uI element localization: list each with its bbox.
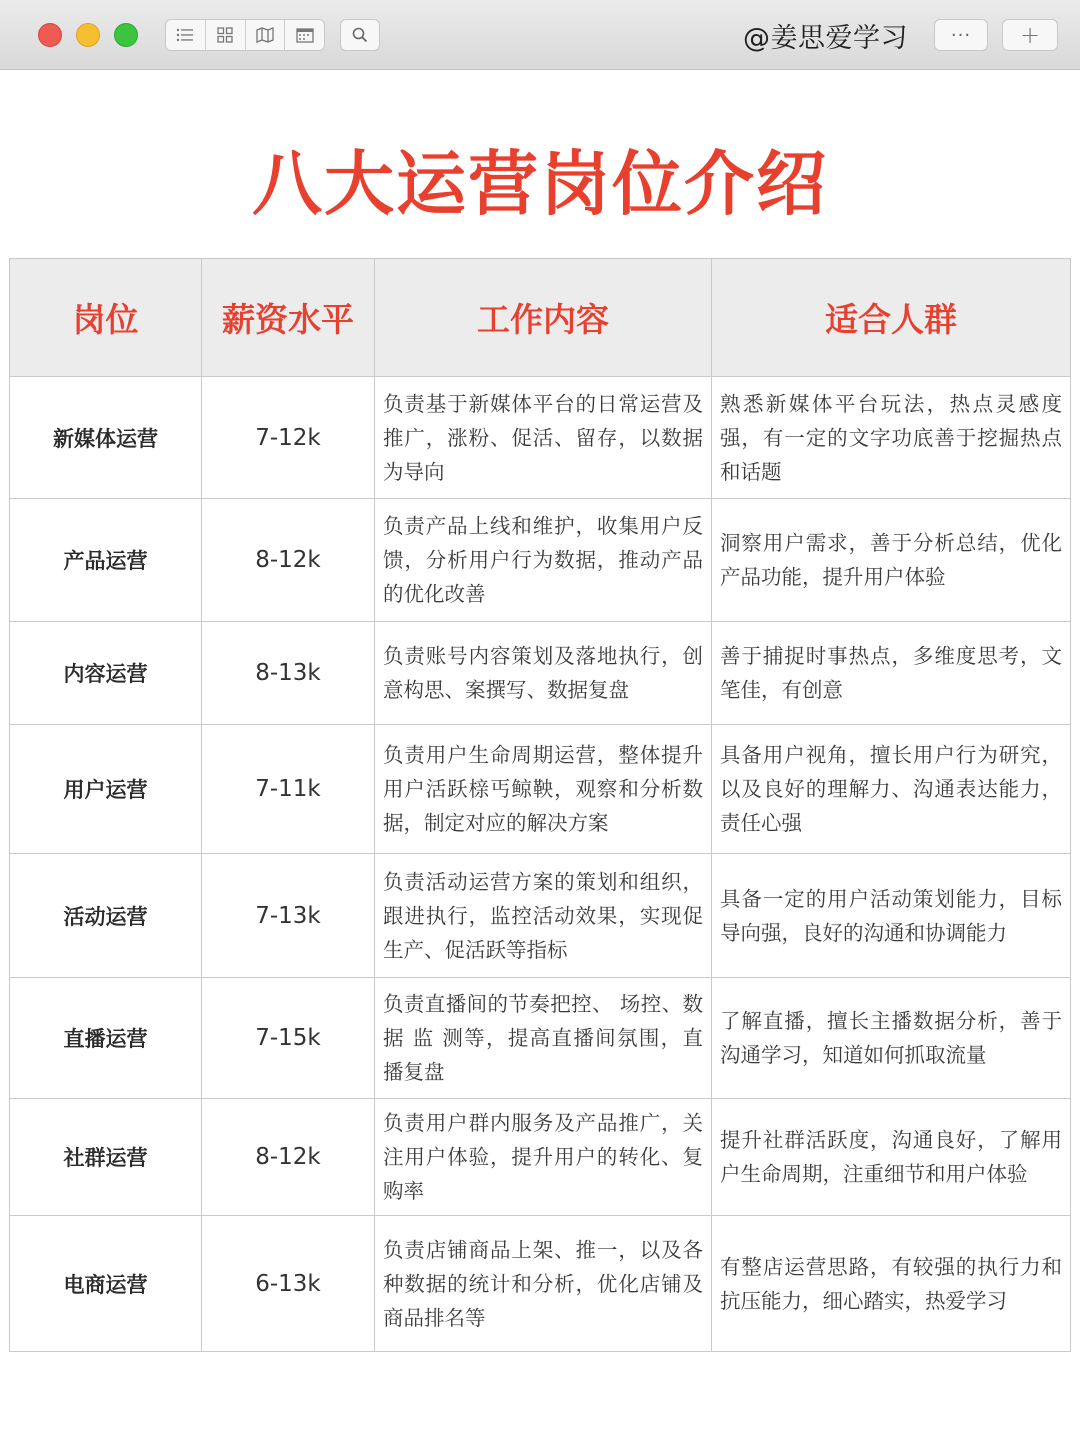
grid-view-button[interactable] bbox=[206, 20, 246, 50]
cell-position: 社群运营 bbox=[10, 1099, 202, 1216]
cell-work: 负责活动运营方案的策划和组织，跟进执行，监控活动效果，实现促生产、促活跃等指标 bbox=[375, 854, 712, 978]
window-toolbar bbox=[0, 0, 1080, 70]
page-title: 八大运营岗位介绍 bbox=[252, 143, 828, 225]
cell-fit: 提升社群活跃度，沟通良好，了解用户生命周期，注重细节和用户体验 bbox=[712, 1099, 1071, 1216]
grid-icon bbox=[217, 27, 233, 43]
table-body bbox=[10, 377, 1071, 1352]
map-view-button[interactable] bbox=[246, 20, 286, 50]
close-window-button[interactable] bbox=[38, 23, 62, 47]
header-row bbox=[10, 259, 1071, 377]
cell-fit: 有整店运营思路，有较强的执行力和抗压能力，细心踏实，热爱学习 bbox=[712, 1216, 1071, 1352]
cell-work: 负责用户群内服务及产品推广，关注用户体验，提升用户的转化、复购率 bbox=[375, 1099, 712, 1216]
search-button[interactable] bbox=[340, 19, 380, 51]
cell-position: 活动运营 bbox=[10, 854, 202, 978]
cell-fit: 具备一定的用户活动策划能力，目标导向强，良好的沟通和协调能力 bbox=[712, 854, 1071, 978]
cell-salary: 7-12k bbox=[202, 377, 375, 499]
table-row bbox=[10, 622, 1071, 725]
cell-position: 电商运营 bbox=[10, 1216, 202, 1352]
table-row bbox=[10, 1099, 1071, 1216]
table-row bbox=[10, 1216, 1071, 1352]
table-row bbox=[10, 854, 1071, 978]
cell-position: 产品运营 bbox=[10, 499, 202, 622]
cell-salary: 7-11k bbox=[202, 725, 375, 854]
cell-position: 用户运营 bbox=[10, 725, 202, 854]
cell-salary: 8-12k bbox=[202, 1099, 375, 1216]
zoom-window-button[interactable] bbox=[114, 23, 138, 47]
column-header-fit: 适合人群 bbox=[712, 259, 1071, 377]
cell-position: 内容运营 bbox=[10, 622, 202, 725]
map-icon bbox=[256, 27, 274, 43]
cell-work: 负责账号内容策划及落地执行，创意构思、案撰写、数据复盘 bbox=[375, 622, 712, 725]
cell-position: 直播运营 bbox=[10, 978, 202, 1099]
add-button[interactable]: + bbox=[1002, 19, 1058, 51]
calendar-view-button[interactable] bbox=[285, 20, 324, 50]
minimize-window-button[interactable] bbox=[76, 23, 100, 47]
cell-work: 负责基于新媒体平台的日常运营及推广，涨粉、促活、留存，以数据为导向 bbox=[375, 377, 712, 499]
cell-fit: 熟悉新媒体平台玩法，热点灵感度强，有一定的文字功底善于挖掘热点和话题 bbox=[712, 377, 1071, 499]
cell-salary: 7-13k bbox=[202, 854, 375, 978]
list-view-button[interactable] bbox=[166, 20, 206, 50]
cell-work: 负责产品上线和维护，收集用户反馈，分析用户行为数据，推动产品的优化改善 bbox=[375, 499, 712, 622]
cell-salary: 8-12k bbox=[202, 499, 375, 622]
column-header-position: 岗位 bbox=[10, 259, 202, 377]
cell-salary: 7-15k bbox=[202, 978, 375, 1099]
table-row bbox=[10, 978, 1071, 1099]
cell-position: 新媒体运营 bbox=[10, 377, 202, 499]
jobs-table-container bbox=[9, 258, 1070, 1352]
table-header bbox=[10, 259, 1071, 377]
column-header-work: 工作内容 bbox=[375, 259, 712, 377]
cell-work: 负责直播间的节奏把控、 场控、数 据 监 测等，提高直播间氛围，直播复盘 bbox=[375, 978, 712, 1099]
search-icon bbox=[352, 27, 368, 43]
cell-fit: 善于捕捉时事热点，多维度思考，文笔佳，有创意 bbox=[712, 622, 1071, 725]
author-handle: @姜思爱学习 bbox=[743, 23, 908, 54]
cell-fit: 了解直播，擅长主播数据分析，善于沟通学习，知道如何抓取流量 bbox=[712, 978, 1071, 1099]
jobs-table bbox=[9, 258, 1071, 1352]
cell-fit: 洞察用户需求，善于分析总结，优化产品功能，提升用户体验 bbox=[712, 499, 1071, 622]
more-options-button[interactable]: ··· bbox=[934, 19, 988, 51]
table-row bbox=[10, 499, 1071, 622]
list-icon bbox=[176, 28, 194, 42]
calendar-icon bbox=[296, 27, 314, 43]
cell-salary: 6-13k bbox=[202, 1216, 375, 1352]
cell-fit: 具备用户视角，擅长用户行为研究，以及良好的理解力、沟通表达能力，责任心强 bbox=[712, 725, 1071, 854]
view-mode-segmented-control bbox=[165, 19, 325, 51]
table-row bbox=[10, 725, 1071, 854]
cell-work: 负责用户生命周期运营，整体提升用户活跃榇丐鲸鞅，观察和分析数据，制定对应的解决方案 bbox=[375, 725, 712, 854]
table-row bbox=[10, 377, 1071, 499]
cell-salary: 8-13k bbox=[202, 622, 375, 725]
column-header-salary: 薪资水平 bbox=[202, 259, 375, 377]
cell-work: 负责店铺商品上架、推一，以及各种数据的统计和分析，优化店铺及商品排名等 bbox=[375, 1216, 712, 1352]
